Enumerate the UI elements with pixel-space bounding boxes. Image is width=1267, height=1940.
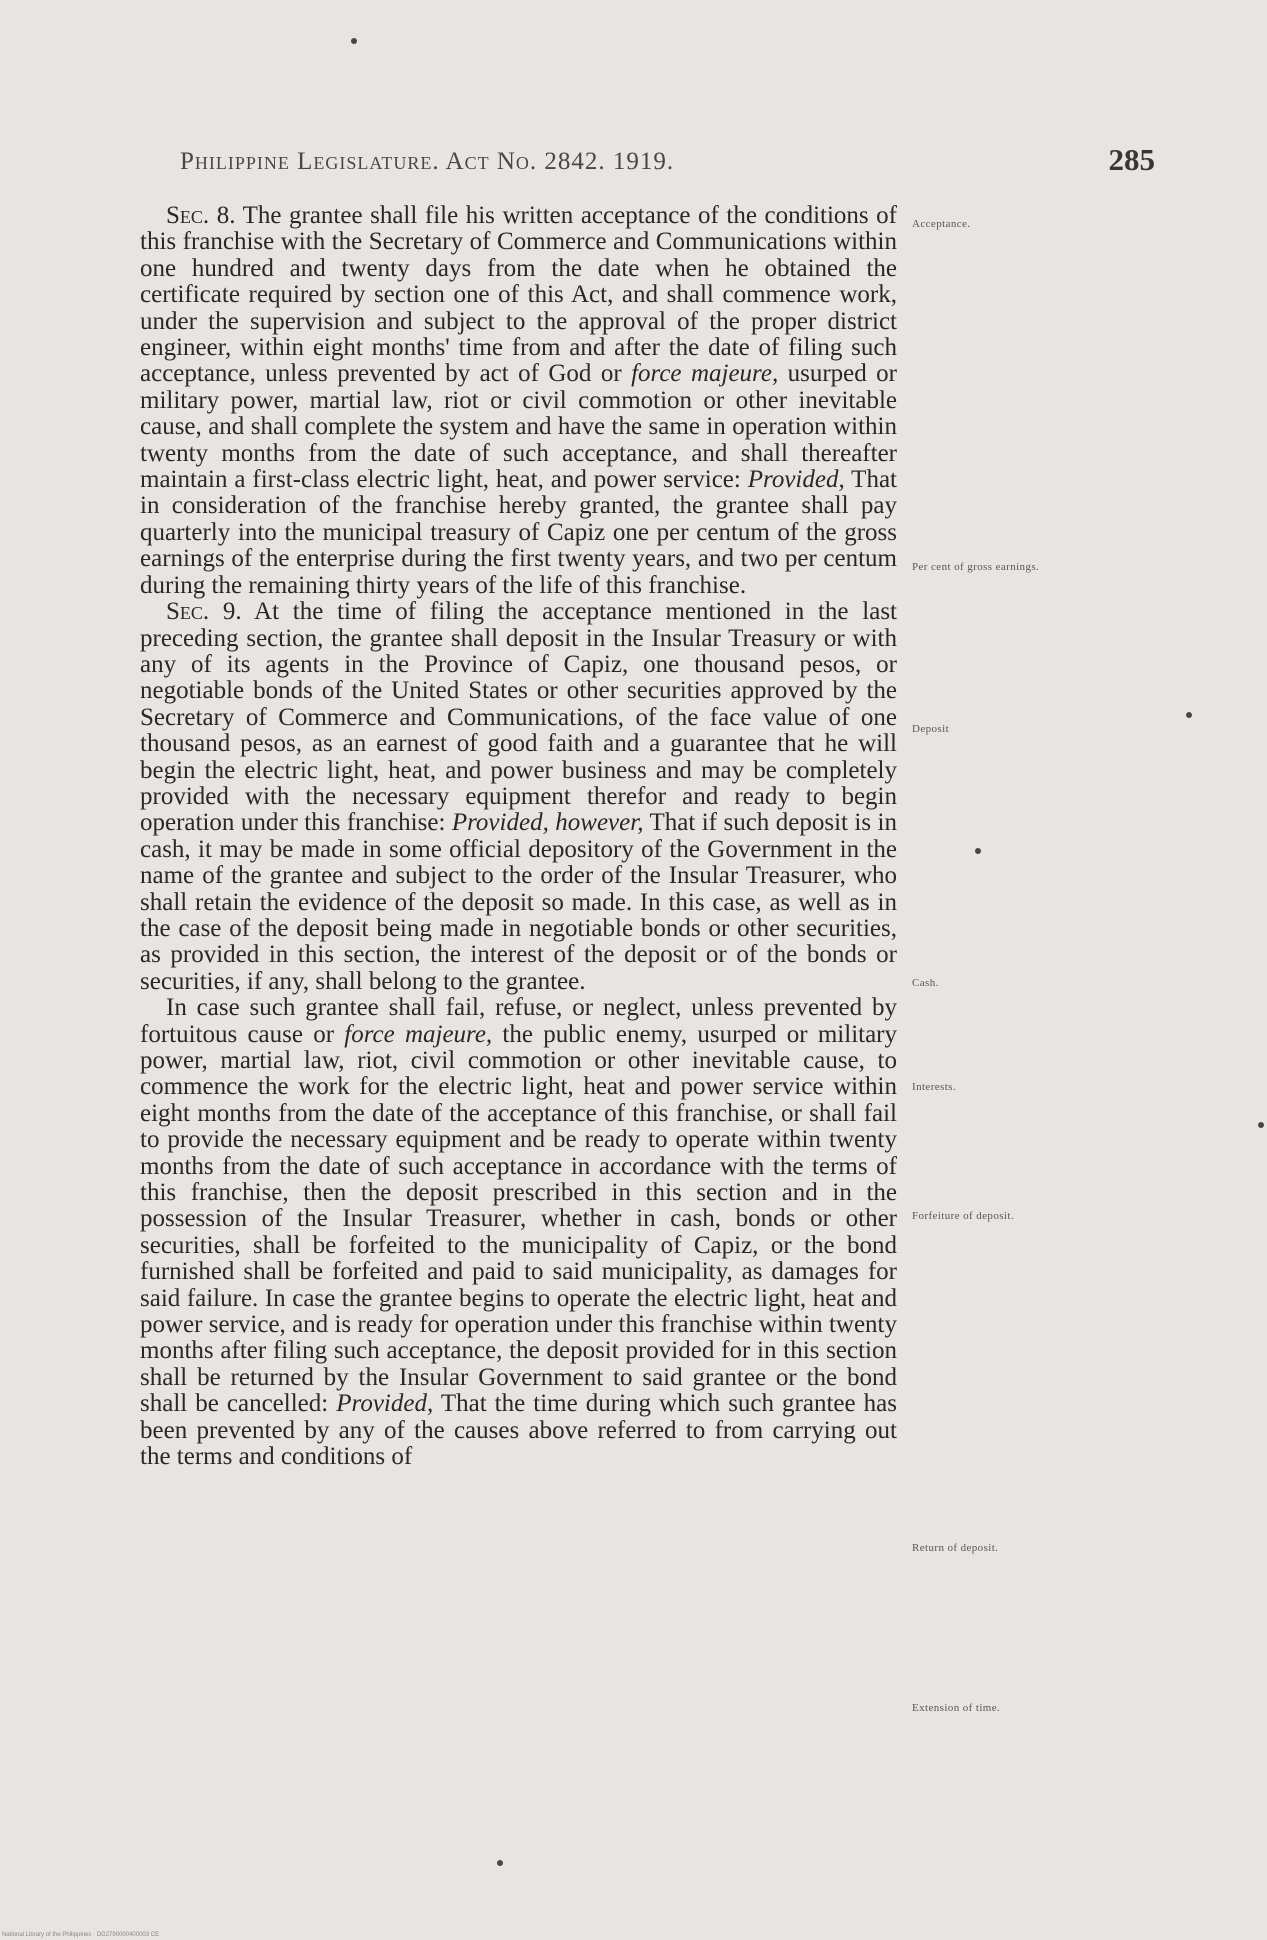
scan-speck bbox=[1258, 1122, 1264, 1128]
margin-note-extension: Extension of time. bbox=[912, 1702, 1001, 1714]
scan-speck bbox=[1186, 712, 1192, 718]
section-9-paragraph: Sec. 9. At the time of filing the acceptance mentioned in the last preceding section, the grantee shall deposit in the Insular Treasury or with any of its agents in the Province of Capiz, one thousand pesos, or negotiable bonds of the United States or other securities approved by the Secretary of Commerce and Communications, of the face value of one thousand pesos, as an earnest of good faith and a guarantee that he will begin the electric light, heat, and power business and may be completely provided with the necessary equipment therefor and ready to begin operation under this franchise: Provided, however, That if such deposit is in cash, it may be made in some official depository of the Government in the name of the grantee and subject to the order of the Insular Treasurer, who shall retain the evidence of the deposit so made. In this case, as well as in the case of the deposit being made in negotiable bonds or other securities, as provided in this section, the interest of the deposit or of the bonds or securities, if any, shall belong to the grantee. bbox=[140, 598, 898, 995]
margin-note-forfeiture: Forfeiture of deposit. bbox=[912, 1210, 1014, 1222]
forfeiture-paragraph: In case such grantee shall fail, refuse, or neglect, unless prevented by fortuitous cause or force majeure, the public enemy, usurped or military power, martial law, riot, civil commotion or other inevitable cause, to commence the work for the electric light, heat and power service within eight months from the date of the acceptance of this franchise, or shall fail to provide the necessary equipment and be ready to operate within twenty months from the date of such acceptance in accordance with the terms of this franchise, then the deposit prescribed in this section and in the possession of the Insular Treasurer, whether in cash, bonds or other securities, shall be forfeited to the municipality of Capiz, or the bond furnished shall be forfeited and paid to said municipality, as damages for said failure. In case the grantee begins to operate the electric light, heat and power service, and is ready for operation under this franchise within twenty months after filing such acceptance, the deposit provided for in this section shall be returned by the Insular Government to said grantee or the bond shall be cancelled: Provided, That the time during which such grantee has been prevented by any of the causes above referred to from carrying out the terms and conditions of bbox=[140, 994, 898, 1471]
margin-note-per-cent: Per cent of gross earnings. bbox=[912, 561, 1040, 573]
margin-note-return: Return of deposit. bbox=[912, 1542, 999, 1554]
body-text bbox=[140, 203, 897, 1471]
page-header bbox=[180, 142, 1155, 188]
page-number: 285 bbox=[1108, 142, 1155, 177]
scan-speck bbox=[975, 848, 981, 854]
section-9-label: Sec. 9. bbox=[166, 598, 242, 626]
scan-speck bbox=[351, 38, 357, 44]
margin-note-interests: Interests. bbox=[912, 1081, 957, 1093]
scan-speck bbox=[497, 1860, 503, 1866]
scan-source-tag: National Library of the Philippines · DG2790000400003 CE bbox=[2, 1932, 160, 1938]
margin-note-deposit: Deposit bbox=[912, 723, 950, 735]
section-8-label: Sec. 8. bbox=[166, 202, 236, 229]
section-8-paragraph: Sec. 8. The grantee shall file his written acceptance of the conditions of this franchise with the Secretary of Commerce and Communications within one hundred and twenty days from the date when he obtained the certificate required by section one of this Act, and shall commence work, under the supervision and subject to the approval of the proper district engineer, within eight months' time from and after the date of filing such acceptance, unless prevented by act of God or force majeure, usurped or military power, martial law, riot or civil commotion or other inevitable cause, and shall complete the system and have the same in operation within twenty months from the date of such acceptance, and shall thereafter maintain a first-class electric light, heat, and power service: Provided, That in consideration of the franchise hereby granted, the grantee shall pay quarterly into the municipal treasury of Capiz one per centum of the gross earnings of the enterprise during the first twenty years, and two per centum during the remaining thirty years of the life of this franchise. bbox=[140, 202, 898, 599]
margin-note-cash: Cash. bbox=[912, 977, 939, 989]
margin-note-acceptance: Acceptance. bbox=[912, 218, 971, 230]
running-head: Philippine Legislature. Act No. 2842. 1919. bbox=[180, 148, 675, 175]
